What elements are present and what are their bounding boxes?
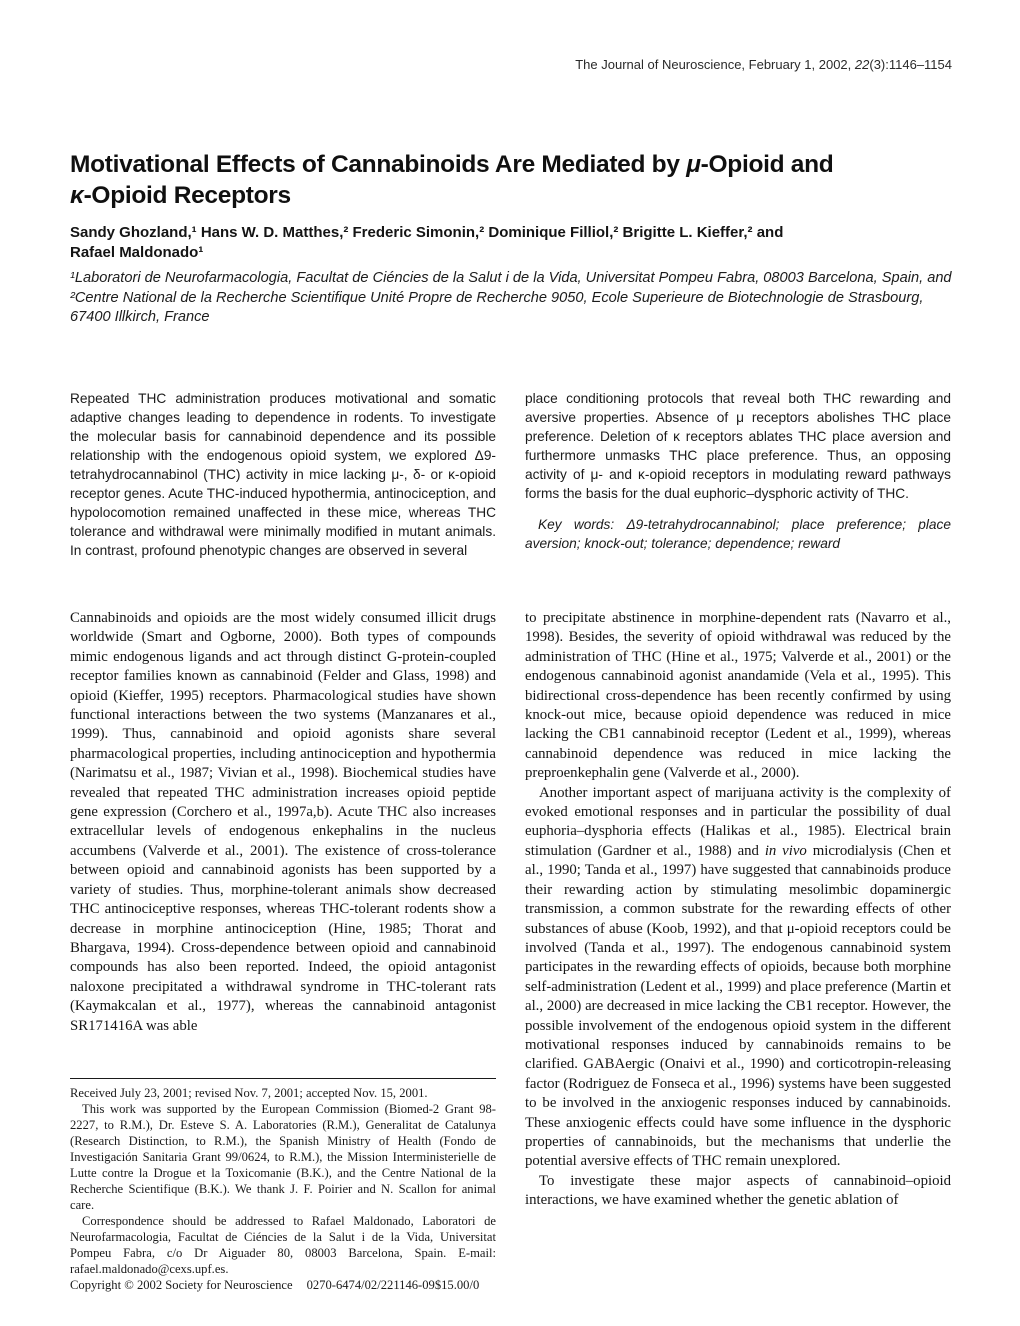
title-text: -Opioid Receptors [83,182,291,210]
greek-mu: μ [686,151,701,179]
journal-pages: (3):1146–1154 [869,57,952,72]
journal-citation-text: The Journal of Neuroscience, February 1, 2002, [575,57,855,72]
copyright-text: Copyright © 2002 Society for Neuroscience [70,1278,293,1292]
keywords-label: Key words: [538,517,615,532]
footnote-received: Received July 23, 2001; revised Nov. 7, 2001; accepted Nov. 15, 2001. [70,1086,428,1100]
abstract-section [70,389,952,581]
intro-paragraph-2-text: Another important aspect of marijuana activity is the complexity of evoked emotional responses and in particular the possibility of dual euphoria–dysphoria effects (Halikas et al., 1985). Electrical brain stimulation (Gardner et al., 1988) and [525,784,951,859]
authors-line2: Rafael Maldonado¹ [70,244,204,261]
authors-line [70,223,965,263]
article-title-line2 [70,180,965,211]
keywords-line [525,515,951,553]
introduction-column-right [525,609,951,1269]
title-text: -Opioid and [700,151,834,179]
copyright-code: 0270-6474/02/221146-09$15.00/0 [306,1278,480,1292]
introduction-section [70,609,952,1292]
keywords-list: Δ9-tetrahydrocannabinol; place preference; place aversion; knock-out; tolerance; dependence; reward [525,517,951,551]
footnote-support: This work was supported by the European Commission (Biomed-2 Grant 98-2227, to R.M.), Dr. Esteve S. A. Laboratories (R.M.), Generalitat de Catalunya (Research Distinction, to R.M.), the Spanish Ministry of Health (Fondo de Investigación Sanitaria Grant 99/0624, to R.M.), the Mission Interministerielle de Lutte contre la Drogue et la Toxicomanie (B.K.), and the Centre National de la Recherche Scientifique (B.K.). We thank J. F. Poirier and N. Scallon for animal care. [70,1102,496,1212]
abstract-column-left [70,389,496,581]
intro-paragraph-1: Cannabinoids and opioids are the most widely consumed illicit drugs worldwide (Smart and Ogborne, 2000). Both types of compounds mimic endogenous ligands and act through distinct G-protein-coupled receptor families known as cannabinoid (Felder and Glass, 1998) and opioid (Kieffer, 1995) receptors. Pharmacological studies have shown functional interactions between the two systems (Manzanares et al., 1999). Thus, cannabinoid and opioid agonists share several pharmacological properties, including antinociception and hypothermia (Narimatsu et al., 1987; Vivian et al., 1998). Biochemical studies have revealed that repeated THC administration increases opioid peptide gene expression (Corchero et al., 1997a,b). Acute THC also increases extracellular levels of endogenous enkephalins in the nucleus accumbens (Valverde et al., 2001). The existence of cross-tolerance between opioid and cannabinoid agonists has been supported by a variety of studies. Thus, morphine-tolerant animals show decreased THC antinociceptive responses, whereas THC-tolerant rodents show a decrease in morphine antinociception (Hine, 1985; Thorat and Bhargava, 1994). Cross-dependence between opioid and cannabinoid compounds has also been reported. Indeed, the opioid antagonist naloxone precipitated a withdrawal syndrome in THC-tolerant rats (Kaymakcalan et al., 1977), whereas the cannabinoid antagonist SR171416A was able [70,610,496,1034]
introduction-column-left [70,609,496,1292]
abstract-paragraph-right: place conditioning protocols that reveal both THC rewarding and aversive properties. Absence of μ receptors abolishes THC place preference. Deletion of κ receptors ablates THC place aversion and furthermore unmasks THC place preference. Thus, an opposing activity of μ- and κ-opioid receptors in modulating reward pathways forms the basis for the dual euphoric–dysphoric activity of THC. [525,391,951,501]
intro-paragraph-2 [525,784,951,1172]
abstract-paragraph-left: Repeated THC administration produces motivational and somatic adaptive changes leading to dependence in rodents. To investigate the molecular basis for cannabinoid dependence and its possible relationship with the endogenous opioid system, we explored Δ9-tetrahydrocannabinol (THC) activity in mice lacking μ-, δ- or κ-opioid receptor genes. Acute THC-induced hypothermia, antinociception, and hypolocomotion remained unaffected in these mice, whereas THC tolerance and withdrawal were minimally modified in mutant animals. In contrast, profound phenotypic changes are observed in several [70,391,496,558]
greek-kappa: κ [70,182,84,210]
intro-paragraph-2-text: microdialysis (Chen et al., 1990; Tanda et al., 1997) have suggested that cannabinoids produce their rewarding action by stimulating mesolimbic dopaminergic transmission, a common substrate for the rewarding effects of other substances of abuse (Koob, 1992), and that μ-opioid receptors could be involved (Tanda et al., 1997). The endogenous cannabinoid system participates in the rewarding effects of opioids, because both morphine self-administration (Ledent et al., 1999) and place preference (Martin et al., 2000) are decreased in mice lacking the CB1 receptor. However, the possible involvement of the endogenous opioid system in the different motivational responses induced by cannabinoids remains to be clarified. GABAergic (Onaivi et al., 1990) and corticotropin-releasing factor (Rodriguez de Fonseca et al., 1996) systems have been suggested to be involved in the anxiogenic responses induced by cannabinoids. These anxiogenic effects could have some influence in the dysphoric properties of cannabinoids, but the mechanisms that underlie the potential aversive effects of THC remain unexplored. [525,842,951,1170]
footnote-block [70,1078,496,1293]
journal-volume: 22 [854,57,870,72]
intro-paragraph-3: To investigate these major aspects of cannabinoid–opioid interactions, we have examined whether the genetic ablation of [525,1172,951,1209]
journal-citation [70,57,952,72]
article-title-line1 [70,149,965,180]
introduction-text-left [70,609,496,1041]
in-vivo-italic: in vivo [764,842,807,859]
article-title [70,149,965,211]
authors-line1: Sandy Ghozland,¹ Hans W. D. Matthes,² Frederic Simonin,² Dominique Filliol,² Brigitte L. Kieffer,² and [70,224,784,241]
abstract-column-right [525,389,951,581]
intro-paragraph-1-continued: to precipitate abstinence in morphine-dependent rats (Navarro et al., 1998). Besides, the severity of opioid withdrawal was reduced by the administration of THC (Hine et al., 1975; Valverde et al., 2001) or the endogenous cannabinoid agonist anandamide (Vela et al., 1995). This bidirectional cross-dependence has been recently confirmed by using knock-out mice, because opioid dependence was reduced in mice lacking the CB1 cannabinoid receptor (Ledent et al., 1999), whereas cannabinoid dependence was reduced in mice lacking the preproenkephalin gene (Valverde et al., 2000). [525,610,951,782]
affiliations: ¹Laboratori de Neurofarmacologia, Facultat de Ciéncies de la Salut i de la Vida, Universitat Pompeu Fabra, 08003 Barcelona, Spain, and ²Centre National de la Recherche Scientifique Unité Propre de Recherche 9050, Ecole Superieure de Biotechnologie de Strasbourg, 67400 Illkirch, France [70,270,952,325]
title-text: Motivational Effects of Cannabinoids Are Mediated by [70,151,687,179]
footnote-copyright [70,1277,496,1293]
footnote-correspondence: Correspondence should be addressed to Rafael Maldonado, Laboratori de Neurofarmacologia, Facultat de Ciéncies de la Salut i de la Vida, Universitat Pompeu Fabra, c/o Dr Aiguader 80, 08003 Barcelona, Spain. E-mail: rafael.maldonado@cexs.upf.es. [70,1214,496,1276]
